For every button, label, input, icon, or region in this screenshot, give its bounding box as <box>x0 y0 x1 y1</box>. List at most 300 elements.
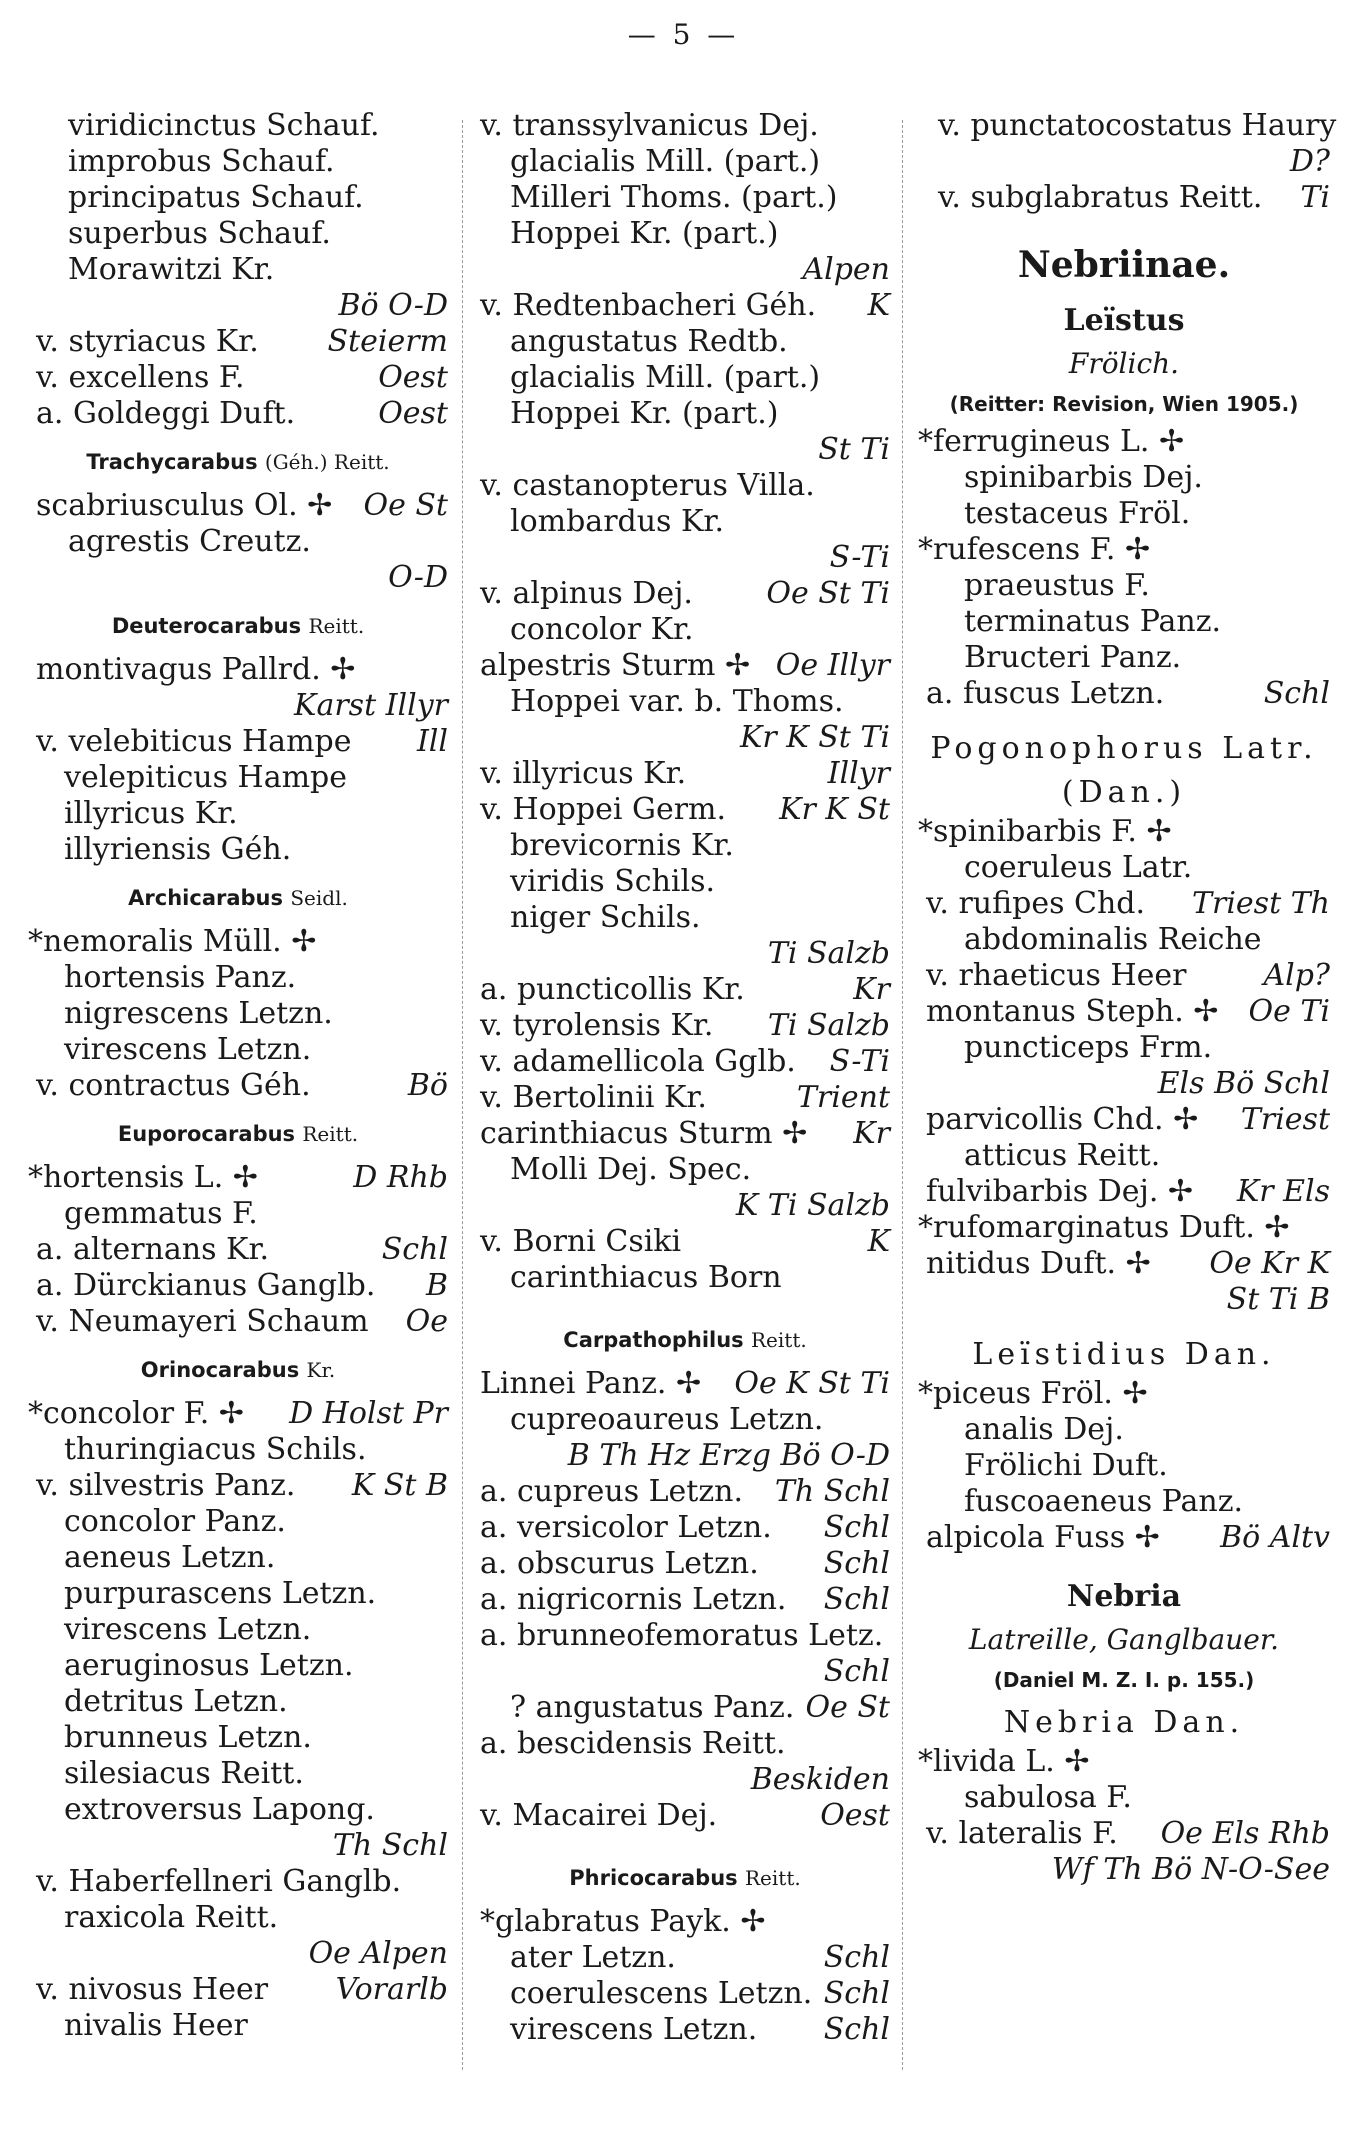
species-name: purpurascens Letzn. <box>64 1576 377 1611</box>
subgenus-name: Phricocarabus <box>569 1866 738 1890</box>
species-entry <box>480 1940 890 1976</box>
species-entry <box>28 796 448 832</box>
locality-label: Steierm <box>327 324 448 359</box>
species-name: nitidus Duft. ✢ <box>926 1246 1151 1281</box>
species-entry <box>480 1654 890 1690</box>
species-entry <box>480 1546 890 1582</box>
species-name: v. punctatocostatus Haury <box>938 108 1337 143</box>
species-entry <box>28 1576 448 1612</box>
species-entry <box>918 1282 1330 1318</box>
locality-label: Triest <box>1240 1102 1330 1137</box>
species-entry <box>480 1116 890 1152</box>
species-name: *ferrugineus L. ✢ <box>918 424 1185 459</box>
species-entry <box>918 1484 1330 1520</box>
species-entry <box>28 1268 448 1304</box>
species-name: virescens Letzn. <box>64 1612 312 1647</box>
species-entry <box>480 1510 890 1546</box>
species-entry <box>28 1068 448 1104</box>
subgenus-name: Orinocarabus <box>140 1358 300 1382</box>
section-heading: Nebria Dan. <box>1003 1705 1245 1740</box>
species-entry <box>918 460 1330 496</box>
species-name: v. rufipes Chd. <box>926 886 1146 921</box>
locality-label: Oe Kr K <box>1209 1246 1330 1281</box>
subgenus-author: Reitt. <box>308 614 365 638</box>
species-name: testaceus Fröl. <box>964 496 1191 531</box>
species-entry <box>918 958 1330 994</box>
species-name: *glabratus Payk. ✢ <box>480 1904 766 1939</box>
species-name: aeruginosus Letzn. <box>64 1648 354 1683</box>
spacer <box>480 1296 890 1310</box>
spacer <box>480 1834 890 1848</box>
locality-label: B <box>425 1268 448 1303</box>
species-name: v. transsylvanicus Dej. <box>480 108 819 143</box>
species-entry <box>918 814 1330 850</box>
species-name: agrestis Creutz. <box>68 524 311 559</box>
species-entry <box>480 1188 890 1224</box>
subgenus-heading <box>480 1848 890 1904</box>
species-name: v. adamellicola Gglb. <box>480 1044 796 1079</box>
species-entry <box>918 180 1330 216</box>
species-entry <box>480 1762 890 1798</box>
species-entry <box>28 396 448 432</box>
species-name: fuscoaeneus Panz. <box>964 1484 1244 1519</box>
species-entry <box>480 2012 890 2048</box>
species-name: v. Macairei Dej. <box>480 1798 718 1833</box>
species-name: illyricus Kr. <box>64 796 238 831</box>
species-entry <box>28 832 448 868</box>
species-entry <box>480 540 890 576</box>
locality-label: St Ti B <box>1226 1282 1330 1317</box>
species-entry <box>918 144 1330 180</box>
locality-label: K St B <box>351 1468 448 1503</box>
species-entry <box>918 676 1330 712</box>
species-entry <box>480 1438 890 1474</box>
locality-label: Els Bö Schl <box>1157 1066 1330 1101</box>
locality-label: O-D <box>388 560 448 595</box>
species-entry <box>28 560 448 596</box>
species-entry <box>28 360 448 396</box>
species-name: cupreoaureus Letzn. <box>510 1402 824 1437</box>
locality-label: Th Schl <box>774 1474 890 1509</box>
species-name: abdominalis Reiche <box>964 922 1262 957</box>
species-name: *hortensis L. ✢ <box>28 1160 258 1195</box>
species-name: spinibarbis Dej. <box>964 460 1203 495</box>
subgenus-name: Euporocarabus <box>117 1122 296 1146</box>
species-name: fulvibarbis Dej. ✢ <box>926 1174 1194 1209</box>
locality-label: K <box>867 1224 890 1259</box>
species-name: hortensis Panz. <box>64 960 297 995</box>
species-entry <box>918 1102 1330 1138</box>
species-entry <box>918 1412 1330 1448</box>
species-name: v. lateralis F. <box>926 1816 1118 1851</box>
locality-label: Karst Illyr <box>294 688 448 723</box>
species-entry <box>28 1792 448 1828</box>
species-entry <box>480 1402 890 1438</box>
species-entry <box>480 1260 890 1296</box>
locality-label: Schl <box>823 1976 890 2011</box>
species-entry <box>918 1780 1330 1816</box>
locality-label: Illyr <box>827 756 890 791</box>
locality-label: Oest <box>378 396 448 431</box>
species-entry <box>480 900 890 936</box>
species-name: a. fuscus Letzn. <box>926 676 1165 711</box>
species-name: concolor Panz. <box>64 1504 286 1539</box>
species-entry <box>918 1448 1330 1484</box>
subgenus-author: Reitt. <box>750 1328 807 1352</box>
species-name: carinthiacus Born <box>510 1260 782 1295</box>
locality-label: Schl <box>823 1546 890 1581</box>
species-name: v. nivosus Heer <box>36 1972 269 2007</box>
subgenus-name: Carpathophilus <box>563 1328 744 1352</box>
species-name: Hoppei var. b. Thoms. <box>510 684 844 719</box>
species-entry <box>28 1828 448 1864</box>
genus-author: Frölich. <box>1068 347 1180 380</box>
species-entry <box>480 360 890 396</box>
species-entry <box>918 640 1330 676</box>
species-entry <box>480 216 890 252</box>
species-entry <box>28 252 448 288</box>
species-entry <box>480 396 890 432</box>
locality-label: Oe Els Rhb <box>1160 1816 1330 1851</box>
species-entry <box>480 252 890 288</box>
species-entry <box>480 180 890 216</box>
locality-label: Oe St Ti <box>766 576 890 611</box>
species-name: v. tyrolensis Kr. <box>480 1008 714 1043</box>
species-entry <box>480 936 890 972</box>
locality-label: Oest <box>820 1798 890 1833</box>
column-right <box>918 108 1337 1888</box>
species-entry <box>28 1756 448 1792</box>
species-name: Hoppei Kr. (part.) <box>510 396 779 431</box>
species-name: v. silvestris Panz. <box>36 1468 296 1503</box>
locality-label: Schl <box>823 1510 890 1545</box>
locality-label: Oest <box>378 360 448 395</box>
species-entry <box>28 144 448 180</box>
species-entry <box>918 1138 1330 1174</box>
locality-label: Wf Th Bö N-O-See <box>1051 1852 1330 1887</box>
subgenus-heading <box>28 868 448 924</box>
section-heading: Pogonophorus Latr. <box>930 731 1318 766</box>
subgenus-author: (Géh.) Reitt. <box>264 450 390 474</box>
species-name: concolor Kr. <box>510 612 694 647</box>
species-entry <box>28 1648 448 1684</box>
species-name: ? angustatus Panz. <box>510 1690 795 1725</box>
locality-label: Kr K St Ti <box>740 720 890 755</box>
subgenus-name: Trachycarabus <box>86 450 258 474</box>
spacer <box>918 1318 1330 1332</box>
species-entry <box>918 922 1330 958</box>
species-entry <box>28 1504 448 1540</box>
species-name: sabulosa F. <box>964 1780 1132 1815</box>
species-name: principatus Schauf. <box>68 180 364 215</box>
species-entry <box>480 1152 890 1188</box>
locality-label: Kr <box>853 1116 890 1151</box>
locality-label: Alpen <box>802 252 890 287</box>
species-name: v. velebiticus Hampe <box>36 724 352 759</box>
species-name: *concolor F. ✢ <box>28 1396 244 1431</box>
species-name: v. excellens F. <box>36 360 245 395</box>
species-entry <box>480 1618 890 1654</box>
species-entry <box>480 1008 890 1044</box>
species-entry <box>28 924 448 960</box>
species-name: a. alternans Kr. <box>36 1232 270 1267</box>
species-name: v. Hoppei Germ. <box>480 792 727 827</box>
species-name: a. nigricornis Letzn. <box>480 1582 787 1617</box>
species-name: thuringiacus Schils. <box>64 1432 367 1467</box>
spacer <box>918 712 1330 726</box>
species-entry <box>480 828 890 864</box>
locality-label: Oe Ti <box>1248 994 1330 1029</box>
subgenus-author: Kr. <box>306 1358 336 1382</box>
locality-label: Schl <box>823 1940 890 1975</box>
species-entry <box>918 532 1330 568</box>
spacer <box>918 1556 1330 1570</box>
column-divider-left <box>462 120 463 2070</box>
species-name: v. Haberfellneri Ganglb. <box>36 1864 402 1899</box>
species-entry <box>480 612 890 648</box>
subgenus-heading <box>28 432 448 488</box>
species-name: analis Dej. <box>964 1412 1124 1447</box>
species-name: a. Goldeggi Duft. <box>36 396 296 431</box>
species-entry <box>480 1044 890 1080</box>
locality-label: Ti Salzb <box>767 936 890 971</box>
column-middle <box>480 108 890 2048</box>
locality-label: St Ti <box>818 432 890 467</box>
species-entry <box>28 1468 448 1504</box>
species-name: puncticeps Frm. <box>964 1030 1213 1065</box>
species-entry <box>28 1032 448 1068</box>
species-name: v. contractus Géh. <box>36 1068 311 1103</box>
species-name: virescens Letzn. <box>510 2012 758 2047</box>
species-entry <box>480 324 890 360</box>
species-entry <box>28 688 448 724</box>
species-name: praeustus F. <box>964 568 1150 603</box>
locality-label: Triest Th <box>1191 886 1330 921</box>
locality-label: K Ti Salzb <box>735 1188 890 1223</box>
species-entry <box>480 792 890 828</box>
species-name: montivagus Pallrd. ✢ <box>36 652 356 687</box>
species-name: a. bescidensis Reitt. <box>480 1726 786 1761</box>
species-entry <box>918 1210 1330 1246</box>
species-name: Molli Dej. Spec. <box>510 1152 752 1187</box>
subgenus-author: Seidl. <box>290 886 348 910</box>
species-name: a. puncticollis Kr. <box>480 972 745 1007</box>
locality-label: Alp? <box>1263 958 1330 993</box>
locality-label: Trient <box>796 1080 890 1115</box>
species-entry <box>28 1540 448 1576</box>
species-entry <box>918 424 1330 460</box>
species-name: v. styriacus Kr. <box>36 324 259 359</box>
subgenus-author: Reitt. <box>302 1122 359 1146</box>
locality-label: Oe Alpen <box>308 1936 448 1971</box>
locality-label: Ti <box>1300 180 1330 215</box>
locality-label: D? <box>1289 144 1330 179</box>
species-entry <box>28 1684 448 1720</box>
species-entry <box>918 1030 1330 1066</box>
species-name: a. obscurus Letzn. <box>480 1546 759 1581</box>
species-name: gemmatus F. <box>64 1196 258 1231</box>
species-name: v. Redtenbacheri Géh. <box>480 288 817 323</box>
locality-label: Kr K St <box>779 792 890 827</box>
species-name: *nemoralis Müll. ✢ <box>28 924 317 959</box>
locality-label: S-Ti <box>829 1044 890 1079</box>
locality-label: Kr <box>853 972 890 1007</box>
species-name: ater Letzn. <box>510 1940 676 1975</box>
species-name: viridicinctus Schauf. <box>68 108 380 143</box>
species-name: *rufescens F. ✢ <box>918 532 1151 567</box>
species-name: *rufomarginatus Duft. ✢ <box>918 1210 1290 1245</box>
species-entry <box>480 504 890 540</box>
section-heading: Leïstidius Dan. <box>972 1337 1276 1372</box>
species-name: nigrescens Letzn. <box>64 996 333 1031</box>
species-name: v. subglabratus Reitt. <box>938 180 1263 215</box>
species-name: *spinibarbis F. ✢ <box>918 814 1172 849</box>
reference-note: (Reitter: Revision, Wien 1905.) <box>949 392 1299 416</box>
species-name: v. Borni Csiki <box>480 1224 682 1259</box>
species-entry <box>28 1612 448 1648</box>
page-number: — 5 — <box>627 18 740 51</box>
species-name: atticus Reitt. <box>964 1138 1161 1173</box>
species-name: Hoppei Kr. (part.) <box>510 216 779 251</box>
subgenus-heading <box>480 1310 890 1366</box>
species-name: v. Neumayeri Schaum <box>36 1304 369 1339</box>
species-name: a. versicolor Letzn. <box>480 1510 772 1545</box>
species-entry <box>480 1582 890 1618</box>
locality-label: Th Schl <box>332 1828 448 1863</box>
species-name: a. cupreus Letzn. <box>480 1474 744 1509</box>
species-name: Bructeri Panz. <box>964 640 1182 675</box>
locality-label: Oe <box>405 1304 448 1339</box>
species-name: terminatus Panz. <box>964 604 1222 639</box>
species-entry <box>918 1816 1330 1852</box>
locality-label: Bö Altv <box>1220 1520 1330 1555</box>
locality-label: K <box>867 288 890 323</box>
species-entry <box>918 568 1330 604</box>
species-name: illyriensis Géh. <box>64 832 292 867</box>
species-entry <box>28 1936 448 1972</box>
species-entry <box>28 960 448 996</box>
species-name: glacialis Mill. (part.) <box>510 360 821 395</box>
species-entry <box>480 1904 890 1940</box>
species-entry <box>918 886 1330 922</box>
species-name: extroversus Lapong. <box>64 1792 375 1827</box>
spacer <box>918 216 1330 230</box>
species-entry <box>918 850 1330 886</box>
species-entry <box>480 1690 890 1726</box>
species-entry <box>28 760 448 796</box>
species-name: parvicollis Chd. ✢ <box>926 1102 1199 1137</box>
species-entry <box>480 1726 890 1762</box>
species-entry <box>480 720 890 756</box>
locality-label: Bö O-D <box>338 288 448 323</box>
species-entry <box>28 996 448 1032</box>
species-name: niger Schils. <box>510 900 701 935</box>
species-entry <box>918 1744 1330 1780</box>
subgenus-author: Reitt. <box>744 1866 801 1890</box>
locality-label: Kr Els <box>1236 1174 1330 1209</box>
locality-label: Oe K St Ti <box>734 1366 890 1401</box>
subgenus-name: Archicarabus <box>128 886 284 910</box>
locality-label: Schl <box>823 1582 890 1617</box>
species-entry <box>28 288 448 324</box>
genus-heading: Leïstus <box>1063 303 1185 338</box>
species-entry <box>480 576 890 612</box>
species-entry <box>28 216 448 252</box>
locality-label: Beskiden <box>750 1762 890 1797</box>
species-name: silesiacus Reitt. <box>64 1756 304 1791</box>
locality-label: Ti Salzb <box>767 1008 890 1043</box>
locality-label: Schl <box>381 1232 448 1267</box>
species-entry <box>480 756 890 792</box>
species-name: coeruleus Latr. <box>964 850 1193 885</box>
species-entry <box>480 1366 890 1402</box>
reference-note: (Daniel M. Z. I. p. 155.) <box>993 1668 1255 1692</box>
species-entry <box>918 1066 1330 1102</box>
column-left <box>28 108 448 2044</box>
species-name: carinthiacus Sturm ✢ <box>480 1116 808 1151</box>
species-name: *livida L. ✢ <box>918 1744 1090 1779</box>
locality-label: Schl <box>823 2012 890 2047</box>
species-entry <box>28 1160 448 1196</box>
subgenus-heading <box>28 1340 448 1396</box>
species-name: viridis Schils. <box>510 864 716 899</box>
species-name: coerulescens Letzn. <box>510 1976 813 2011</box>
subgenus-name: Deuterocarabus <box>111 614 302 638</box>
species-entry <box>918 1174 1330 1210</box>
species-entry <box>28 652 448 688</box>
species-entry <box>918 1376 1330 1412</box>
species-entry <box>28 108 448 144</box>
species-name: v. Bertolinii Kr. <box>480 1080 707 1115</box>
species-entry <box>480 468 890 504</box>
locality-label: Oe St <box>363 488 448 523</box>
locality-label: Vorarlb <box>335 1972 448 2007</box>
species-entry <box>918 108 1337 144</box>
species-entry <box>28 1232 448 1268</box>
species-name: scabriusculus Ol. ✢ <box>36 488 333 523</box>
species-entry <box>480 1798 890 1834</box>
species-entry <box>28 324 448 360</box>
species-name: alpestris Sturm ✢ <box>480 648 751 683</box>
species-entry <box>28 1972 448 2008</box>
species-name: velepiticus Hampe <box>64 760 348 795</box>
locality-label: Schl <box>823 1654 890 1689</box>
locality-label: Ill <box>416 724 448 759</box>
species-name: brunneus Letzn. <box>64 1720 312 1755</box>
species-entry <box>480 972 890 1008</box>
species-entry <box>28 1432 448 1468</box>
subgenus-heading <box>28 596 448 652</box>
species-entry <box>28 524 448 560</box>
species-name: Morawitzi Kr. <box>68 252 275 287</box>
species-name: virescens Letzn. <box>64 1032 312 1067</box>
subfamily-heading: Nebriinae. <box>1017 244 1231 286</box>
species-entry <box>28 2008 448 2044</box>
species-entry <box>28 1720 448 1756</box>
species-entry <box>918 1852 1330 1888</box>
species-entry <box>28 1304 448 1340</box>
subgenus-heading <box>28 1104 448 1160</box>
species-entry <box>28 1196 448 1232</box>
genus-heading: Nebria <box>1066 1579 1182 1614</box>
locality-label: D Holst Pr <box>289 1396 448 1431</box>
locality-label: Bö <box>407 1068 448 1103</box>
species-entry <box>918 604 1330 640</box>
species-entry <box>28 488 448 524</box>
species-name: v. rhaeticus Heer <box>926 958 1187 993</box>
species-name: improbus Schauf. <box>68 144 335 179</box>
species-entry <box>480 864 890 900</box>
